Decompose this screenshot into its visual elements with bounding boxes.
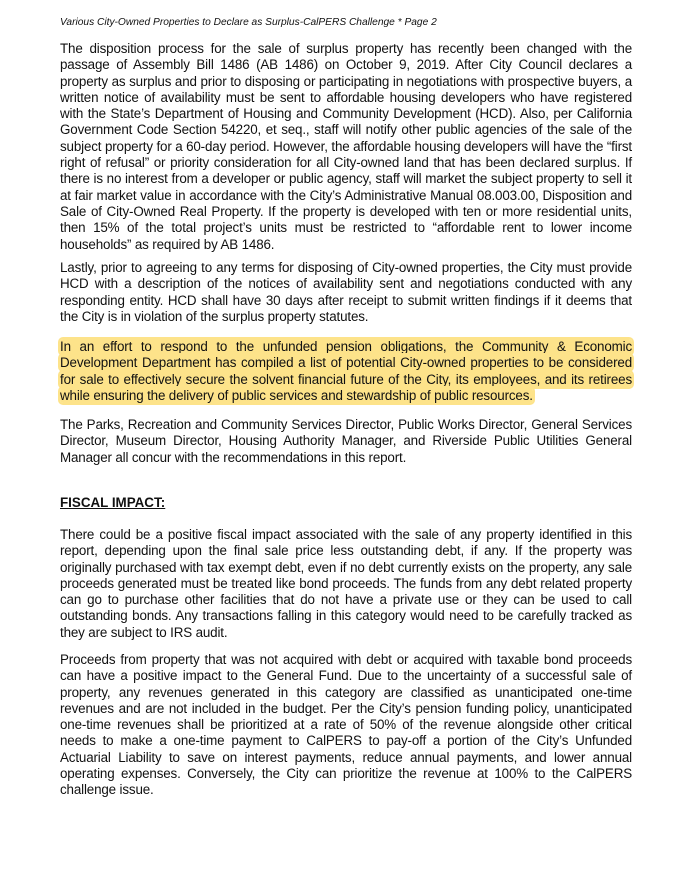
fiscal-impact-heading xyxy=(60,495,165,510)
paragraph-highlighted-pension xyxy=(60,339,632,404)
highlighted-text: In an effort to respond to the unfunded pension obligations, the Community & Economic Development Department has compiled a list of potential City-owned properties to be considered for sale to effectively secure the solvent financial future of the City, its employees, and its retirees while ensuring the delivery of public services and stewardship of public resources. xyxy=(60,339,632,403)
paragraph-directors-concur: The Parks, Recreation and Community Services Director, Public Works Director, General Services Director, Museum Director, Housing Authority Manager, and Riverside Public Utilities General Manager all concur with the recommendations in this report. xyxy=(60,417,632,465)
paragraph-fiscal-impact-debt: There could be a positive fiscal impact associated with the sale of any property identified in this report, depending upon the final sale price less outstanding debt, if any. If the property was originally purchased with tax exempt debt, even if no debt currently exists on the property, any sale proceeds generated must be treated like bond proceeds. The funds from any debt related property can go to purchase other facilities that do not have a private use or they can be used to call outstanding bonds. Any transactions falling in this category would need to be carefully tracked as they are subject to IRS audit. xyxy=(60,527,632,640)
paragraph-fiscal-impact-general-fund: Proceeds from property that was not acquired with debt or acquired with taxable bond proceeds can have a positive impact to the General Fund. Due to the uncertainty of a successful sale of property, any revenues generated in this category are classified as unanticipated one-time revenues and are not included in the budget. Per the City’s pension funding policy, unanticipated one-time revenues shall be prioritized at a rate of 50% of the revenue alongside other critical needs to make a one-time payment to CalPERS to pay-off a portion of the City’s Unfunded Actuarial Liability to save on interest payments, reduce annual payments, and lower annual operating expenses. Conversely, the City can prioritize the revenue at 100% to the CalPERS challenge issue. xyxy=(60,652,632,798)
paragraph-hcd-notice: Lastly, prior to agreeing to any terms for disposing of City-owned properties, the City must provide HCD with a description of the notices of availability sent and negotiations conducted with any responding entity. HCD shall have 30 days after receipt to submit written findings if it deems that the City is in violation of the surplus property statutes. xyxy=(60,260,632,324)
fiscal-impact-heading-text: FISCAL IMPACT xyxy=(60,495,161,510)
paragraph-disposition-process: The disposition process for the sale of surplus property has recently been changed with the passage of Assembly Bill 1486 (AB 1486) on October 9, 2019. After City Council declares a property as surplus and prior to disposing or participating in negotiations with prospective buyers, a written notice of availability must be sent to affordable housing developers who have registered with the State’s Department of Housing and Community Development (HCD). Also, per California Government Code Section 54220, et seq., staff will notify other public agencies of the sale of the subject property for a 60-day period. However, the affordable housing developers will have the “first right of refusal” or priority consideration for all City-owned land that has been declared surplus. If there is no interest from a developer or public agency, staff will market the subject property to sell it at fair market value in accordance with the City’s Administrative Manual 08.003.00, Disposition and Sale of City-Owned Real Property. If the property is developed with ten or more residential units, then 15% of the total project’s units must be restricted to “affordable rent to lower income households” as required by AB 1486. xyxy=(60,41,632,252)
running-header: Various City-Owned Properties to Declare as Surplus-CalPERS Challenge * Page 2 xyxy=(60,17,437,28)
heading-colon: : xyxy=(160,495,166,510)
